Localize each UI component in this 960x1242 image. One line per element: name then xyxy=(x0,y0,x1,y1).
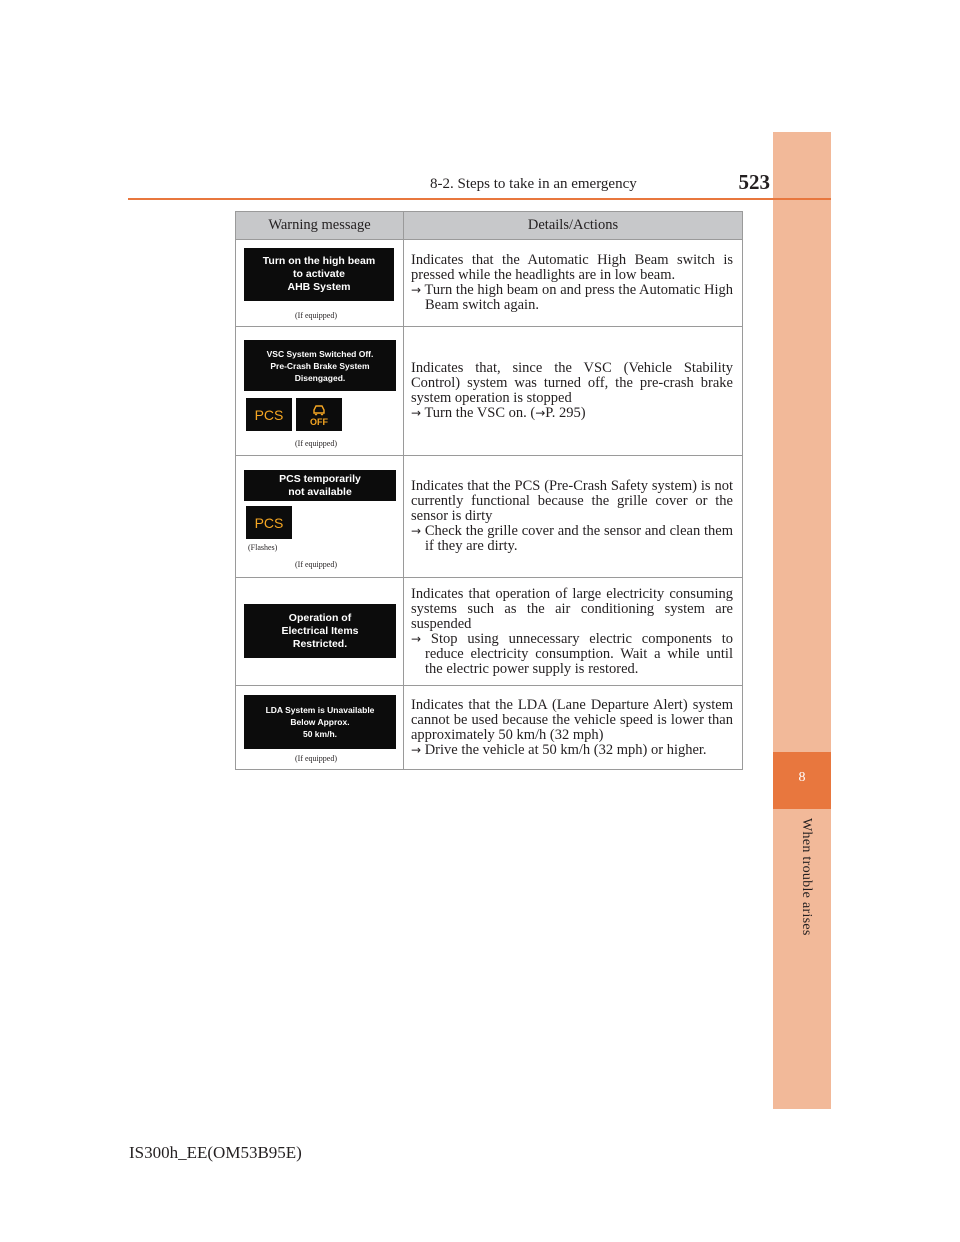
warning-message-cell xyxy=(236,456,404,578)
off-label: OFF xyxy=(310,417,328,427)
table-row xyxy=(236,456,743,578)
screen-line: LDA System is Unavailable xyxy=(265,705,375,715)
warning-message-cell xyxy=(236,686,404,770)
details-cell xyxy=(404,686,743,770)
warning-message-cell xyxy=(236,578,404,686)
action-label: Turn the VSC on. ( xyxy=(424,405,536,421)
flashes-caption: (Flashes) xyxy=(248,543,278,552)
table-row xyxy=(236,578,743,686)
if-equipped-caption: (If equipped) xyxy=(295,311,337,320)
arrow-icon: → xyxy=(535,406,546,420)
screen-line: Turn on the high beam xyxy=(262,255,376,267)
action-text xyxy=(411,524,733,554)
if-equipped-caption: (If equipped) xyxy=(295,560,337,569)
action-label: Drive the vehicle at 50 km/h (32 mph) or higher. xyxy=(424,741,707,758)
screen-line: Operation of xyxy=(288,611,352,624)
details-text: Indicates that, since the VSC (Vehicle Stability Control) system was turned off, the pre-crash brake system operation is stopped xyxy=(411,360,733,406)
table-row xyxy=(236,686,743,770)
pcs-indicator-icon: PCS xyxy=(246,506,292,539)
details-text: Indicates that the LDA (Lane Departure Alert) system cannot be used because the vehicle speed is lower than approximately 50 km/h (32 mph) xyxy=(411,696,733,743)
details-text: Indicates that the Automatic High Beam switch is pressed while the headlights are in low beam. xyxy=(411,252,733,283)
action-text xyxy=(411,283,733,313)
table-header-row xyxy=(236,212,743,240)
skid-car-icon xyxy=(311,402,327,418)
if-equipped-caption: (If equipped) xyxy=(295,439,337,448)
screen-line: AHB System xyxy=(287,281,351,293)
page-reference: P. 295) xyxy=(545,405,586,421)
if-equipped-caption: (If equipped) xyxy=(295,754,337,763)
details-cell xyxy=(404,327,743,456)
action-text xyxy=(411,406,733,421)
screen-line: Electrical Items xyxy=(281,624,359,637)
details-cell xyxy=(404,578,743,686)
screen-line: to activate xyxy=(293,268,345,280)
screen-line: 50 km/h. xyxy=(302,729,338,739)
pcs-indicator-icon: PCS xyxy=(246,398,292,431)
page-number: 523 xyxy=(738,170,770,194)
screen-line: PCS temporarily xyxy=(279,472,361,485)
vsc-off-indicator-icon xyxy=(296,398,342,431)
details-text: Indicates that the PCS (Pre-Crash Safety system) is not currently functional because the grille cover or the sensor is dirty xyxy=(411,478,733,524)
details-text: Indicates that operation of large electricity consuming systems such as the air conditioning system are suspended xyxy=(411,585,733,632)
action-label: Stop using unnecessary electric components to reduce electricity consumption. Wait a while until the electric power supply is restored. xyxy=(425,630,733,677)
action-label: Check the grille cover and the sensor and clean them if they are dirty. xyxy=(424,523,734,554)
ahb-warning-screen xyxy=(244,248,394,301)
document-code: IS300h_EE(OM53B95E) xyxy=(129,1143,302,1162)
action-label: Turn the high beam on and press the Automatic High Beam switch again. xyxy=(424,282,733,313)
header-rule xyxy=(128,198,831,200)
vsc-warning-screen xyxy=(244,340,396,391)
chapter-label: When trouble arises xyxy=(799,818,814,936)
pcs-unavailable-screen xyxy=(244,470,396,501)
warning-message-table xyxy=(235,211,743,770)
details-cell xyxy=(404,456,743,578)
arrow-icon: → xyxy=(411,631,422,646)
action-text xyxy=(411,743,733,758)
screen-line: not available xyxy=(288,485,352,498)
details-cell xyxy=(404,240,743,327)
electrical-restricted-screen xyxy=(244,604,396,658)
warning-message-cell xyxy=(236,240,404,327)
arrow-icon: → xyxy=(411,742,422,757)
column-header-warning-message: Warning message xyxy=(236,212,404,240)
lda-unavailable-screen xyxy=(244,695,396,749)
warning-message-cell xyxy=(236,327,404,456)
screen-line: Restricted. xyxy=(292,637,348,650)
screen-line: VSC System Switched Off. xyxy=(266,348,374,359)
column-header-details-actions: Details/Actions xyxy=(404,212,743,240)
section-title: 8-2. Steps to take in an emergency xyxy=(430,176,637,192)
table-row xyxy=(236,240,743,327)
arrow-icon: → xyxy=(411,283,422,297)
arrow-icon: → xyxy=(411,524,422,538)
arrow-icon: → xyxy=(411,406,422,420)
chapter-number: 8 xyxy=(798,770,806,785)
screen-line: Below Approx. xyxy=(290,717,350,727)
screen-line: Disengaged. xyxy=(294,372,346,383)
table-row xyxy=(236,327,743,456)
screen-line: Pre-Crash Brake System xyxy=(270,360,370,371)
action-text xyxy=(411,632,733,677)
